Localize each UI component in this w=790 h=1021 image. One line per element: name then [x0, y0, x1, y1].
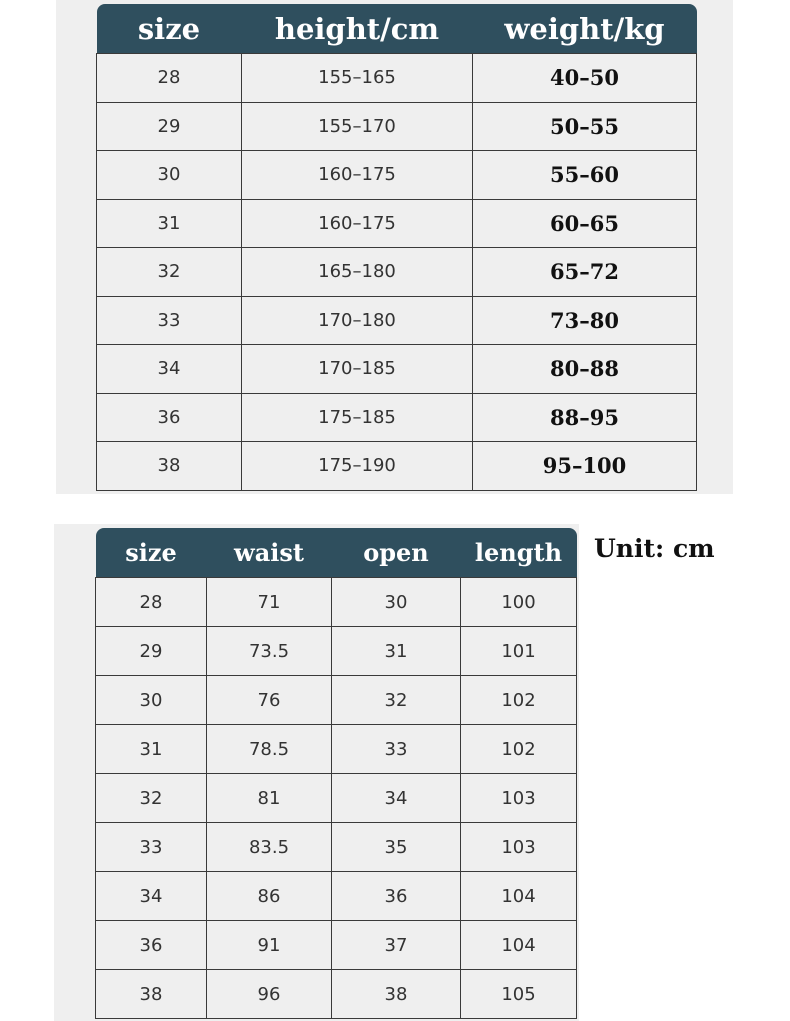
table-cell: 100 — [461, 578, 577, 627]
column-header: height/cm — [242, 4, 473, 54]
column-header: weight/kg — [473, 4, 697, 54]
table-cell: 105 — [461, 970, 577, 1019]
table-row — [96, 921, 577, 970]
table-cell: 165–180 — [242, 248, 473, 297]
table-cell: 104 — [461, 921, 577, 970]
table-cell: 34 — [96, 872, 207, 921]
table-cell: 81 — [207, 774, 332, 823]
table-row — [97, 442, 697, 491]
table-cell: 36 — [97, 393, 242, 442]
table-cell: 31 — [97, 199, 242, 248]
measurement-size-table — [95, 528, 577, 1019]
column-header: size — [96, 528, 207, 578]
table-row — [96, 970, 577, 1019]
column-header: length — [461, 528, 577, 578]
table-cell: 160–175 — [242, 151, 473, 200]
column-header: waist — [207, 528, 332, 578]
table-cell: 32 — [332, 676, 461, 725]
table-cell: 29 — [97, 102, 242, 151]
table-cell: 36 — [96, 921, 207, 970]
table-header-row — [96, 528, 577, 578]
table-cell: 35 — [332, 823, 461, 872]
table-row — [97, 296, 697, 345]
table-cell: 32 — [97, 248, 242, 297]
table-cell: 155–165 — [242, 54, 473, 103]
table-cell: 88–95 — [473, 393, 697, 442]
table-cell: 170–185 — [242, 345, 473, 394]
table-cell: 155–170 — [242, 102, 473, 151]
table-cell: 73.5 — [207, 627, 332, 676]
table-header-row — [97, 4, 697, 54]
table-cell: 78.5 — [207, 725, 332, 774]
table-cell: 28 — [97, 54, 242, 103]
table-cell: 102 — [461, 725, 577, 774]
table-cell: 32 — [96, 774, 207, 823]
table-cell: 160–175 — [242, 199, 473, 248]
table-cell: 33 — [97, 296, 242, 345]
table-cell: 71 — [207, 578, 332, 627]
table-row — [97, 54, 697, 103]
table-cell: 76 — [207, 676, 332, 725]
table-cell: 73–80 — [473, 296, 697, 345]
table-cell: 104 — [461, 872, 577, 921]
table-cell: 38 — [97, 442, 242, 491]
table-cell: 175–190 — [242, 442, 473, 491]
table-row — [97, 345, 697, 394]
table-cell: 175–185 — [242, 393, 473, 442]
table-cell: 170–180 — [242, 296, 473, 345]
table-row — [97, 248, 697, 297]
table-row — [96, 823, 577, 872]
table-cell: 80–88 — [473, 345, 697, 394]
table-cell: 34 — [332, 774, 461, 823]
table-cell: 103 — [461, 823, 577, 872]
table-cell: 30 — [96, 676, 207, 725]
table-cell: 37 — [332, 921, 461, 970]
unit-label: Unit: cm — [594, 534, 715, 563]
table-cell: 55–60 — [473, 151, 697, 200]
table-cell: 31 — [96, 725, 207, 774]
table-cell: 103 — [461, 774, 577, 823]
table-cell: 65–72 — [473, 248, 697, 297]
table-row — [96, 872, 577, 921]
table-cell: 34 — [97, 345, 242, 394]
table-cell: 50–55 — [473, 102, 697, 151]
table-cell: 30 — [332, 578, 461, 627]
table-cell: 38 — [96, 970, 207, 1019]
table-cell: 102 — [461, 676, 577, 725]
table-cell: 33 — [332, 725, 461, 774]
table-cell: 95–100 — [473, 442, 697, 491]
table-cell: 38 — [332, 970, 461, 1019]
table-row — [96, 676, 577, 725]
height-weight-size-table — [96, 4, 697, 491]
table-row — [96, 725, 577, 774]
table-cell: 29 — [96, 627, 207, 676]
table-cell: 36 — [332, 872, 461, 921]
table-cell: 96 — [207, 970, 332, 1019]
table-cell: 91 — [207, 921, 332, 970]
table-cell: 30 — [97, 151, 242, 200]
table-cell: 86 — [207, 872, 332, 921]
table-cell: 31 — [332, 627, 461, 676]
table-row — [97, 199, 697, 248]
table-row — [97, 151, 697, 200]
table-row — [96, 774, 577, 823]
table-cell: 101 — [461, 627, 577, 676]
table-cell: 83.5 — [207, 823, 332, 872]
table-row — [96, 627, 577, 676]
table-row — [96, 578, 577, 627]
table-cell: 33 — [96, 823, 207, 872]
table-cell: 60–65 — [473, 199, 697, 248]
table-row — [97, 393, 697, 442]
table-cell: 40–50 — [473, 54, 697, 103]
table-cell: 28 — [96, 578, 207, 627]
column-header: size — [97, 4, 242, 54]
table-row — [97, 102, 697, 151]
column-header: open — [332, 528, 461, 578]
